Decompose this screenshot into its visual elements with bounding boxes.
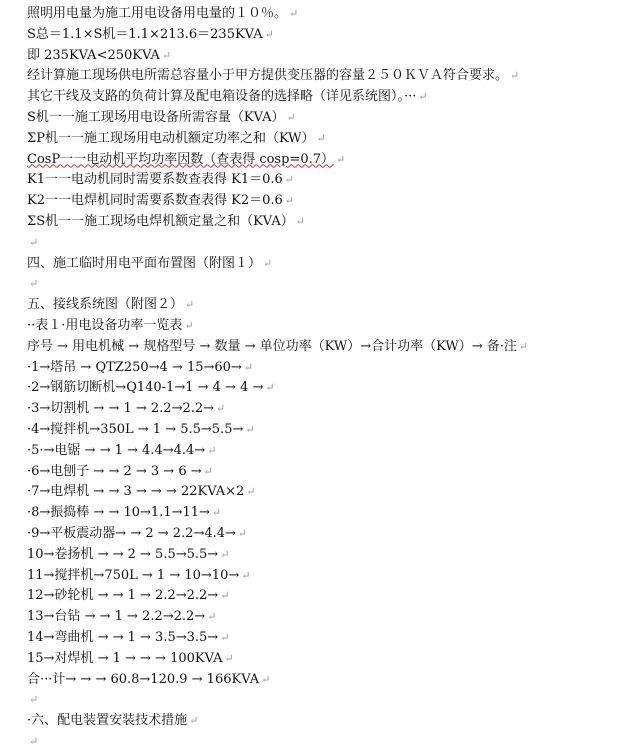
paragraph-mark: ↵ [261, 672, 271, 686]
text-line: 即 235KVA<250KVA ↵ [27, 47, 172, 63]
table-row: 15→对焊机 → 1 → → → 100KVA ↵ [27, 650, 234, 666]
table-row: 13→台钻 → → 1 → 2.2→2.2→ ↵ [27, 609, 217, 625]
text-line: K2一一电焊机同时需要系数查表得 K2＝0.6 ↵ [27, 193, 294, 209]
document-page [27, 4, 627, 753]
table-row: ·6→电刨子 → → 2 → 3 → 6 → ↵ [27, 463, 213, 479]
table-row: ·7→电焊机 → → 3 → → → 22KVA×2 ↵ [27, 484, 256, 500]
text-line: ΣP机一一施工现场用电动机额定功率之和（KW） ↵ [27, 130, 326, 146]
paragraph-mark: ↵ [286, 110, 296, 124]
paragraph-mark: ↵ [241, 568, 251, 582]
paragraph-mark: ↵ [336, 152, 346, 166]
text-line: S机一一施工现场用电设备所需容量（KVA） ↵ [27, 109, 296, 125]
section-heading: 五、接线系统图（附图２） ↵ [27, 297, 195, 313]
paragraph-mark: ↵ [29, 693, 39, 707]
table-row: ·1→塔吊 → QTZ250→4 → 15→60→ ↵ [27, 359, 254, 375]
table-row: ·4→搅拌机→350L → 1 → 5.5→5.5→ ↵ [27, 421, 255, 437]
table-row: ·9→平板震动器→ → 2 → 2.2→4.4→ ↵ [27, 525, 248, 541]
paragraph-mark: ↵ [295, 214, 305, 228]
paragraph-mark: ↵ [203, 464, 213, 478]
text-line [27, 150, 627, 171]
section-heading: 四、施工临时用电平面布置图（附图１） ↵ [27, 255, 273, 271]
paragraph-mark: ↵ [418, 90, 428, 104]
paragraph-mark: ↵ [29, 277, 39, 291]
paragraph-mark: ↵ [284, 173, 294, 187]
table-row: 14→弯曲机 → → 1 → 3.5→3.5→ ↵ [27, 629, 230, 645]
blank-line [27, 233, 627, 254]
text-line: S总＝1.1×S机＝1.1×213.6＝235KVA ↵ [27, 26, 274, 42]
table-row: ·5·→电锯 → → 1 → 4.4→4.4→ ↵ [27, 442, 217, 458]
paragraph-mark: ↵ [185, 298, 195, 312]
paragraph-mark: ↵ [289, 7, 299, 20]
blank-line [27, 274, 627, 295]
text-line: 经计算施工现场供电所需总容量小于甲方提供变压器的容量２５０ＫＶＡ符合要求。 ↵ [27, 68, 520, 84]
paragraph-mark: ↵ [518, 339, 529, 353]
text-line: 其它干线及支路的负荷计算及配电箱设备的选择略（详见系统图）。··· ↵ [27, 89, 428, 105]
paragraph-mark: ↵ [29, 734, 39, 748]
paragraph-mark: ↵ [161, 48, 172, 62]
blank-line [27, 690, 627, 711]
text-line: K1一一电动机同时需要系数查表得 K1＝0.6 ↵ [27, 172, 294, 188]
paragraph-mark: ↵ [220, 547, 230, 561]
paragraph-mark: ↵ [246, 485, 256, 499]
paragraph-mark: ↵ [284, 194, 294, 208]
paragraph-mark: ↵ [220, 630, 230, 644]
text-line: ΣS机一一施工现场电焊机额定量之和（KVA） ↵ [27, 213, 305, 229]
table-row: ·2→钢筋切断机→Q140-1→1 → 4 → 4 → ↵ [27, 380, 275, 396]
section-heading: ·六、配电装置安装技术措施 ↵ [27, 713, 199, 729]
paragraph-mark: ↵ [224, 651, 234, 665]
paragraph-mark: ↵ [189, 714, 199, 728]
table-row: 11→搅拌机→750L → 1 → 10→10→ ↵ [27, 567, 251, 583]
table-row: ·3→切割机 → → 1 → 2.2→2.2→ ↵ [27, 401, 226, 417]
spellcheck-underlined-text: CosP一一电动机平均功率因数（查表得 cosp=0.7） [27, 151, 334, 167]
paragraph-mark: ↵ [510, 69, 520, 83]
table-total-row: 合···计→ → → 60.8→120.9 → 166KVA ↵ [27, 671, 271, 687]
text-line: 照明用电量为施工用电设备用电量的１０％。 ↵ [27, 6, 299, 21]
paragraph-mark: ↵ [264, 27, 274, 41]
table-row: ·8→振捣棒 → → 10→1.1→11→ ↵ [27, 505, 222, 521]
paragraph-mark: ↵ [265, 381, 275, 395]
paragraph-mark: ↵ [216, 402, 226, 416]
paragraph-mark: ↵ [245, 422, 255, 436]
table-header-row: 序号 → 用电机械 → 规格型号 → 数量 → 单位功率（KW）→合计功率（KW）→ 备·注 ↵ [27, 338, 529, 354]
paragraph-mark: ↵ [243, 360, 254, 374]
table-caption: ··表１·用电设备功率一览表 ↵ [27, 317, 194, 333]
table-row: 10→卷扬机 → → 2 → 5.5→5.5→ ↵ [27, 546, 230, 562]
table-row: 12→砂轮机 → → 1 → 2.2→2.2→ ↵ [27, 588, 230, 604]
paragraph-mark: ↵ [29, 235, 39, 249]
paragraph-mark: ↵ [184, 318, 194, 332]
paragraph-mark: ↵ [207, 610, 217, 624]
paragraph-mark: ↵ [220, 589, 230, 603]
paragraph-mark: ↵ [207, 443, 217, 457]
paragraph-mark: ↵ [263, 256, 273, 270]
paragraph-mark: ↵ [237, 526, 248, 540]
paragraph-mark: ↵ [211, 506, 222, 520]
paragraph-mark: ↵ [316, 131, 326, 145]
